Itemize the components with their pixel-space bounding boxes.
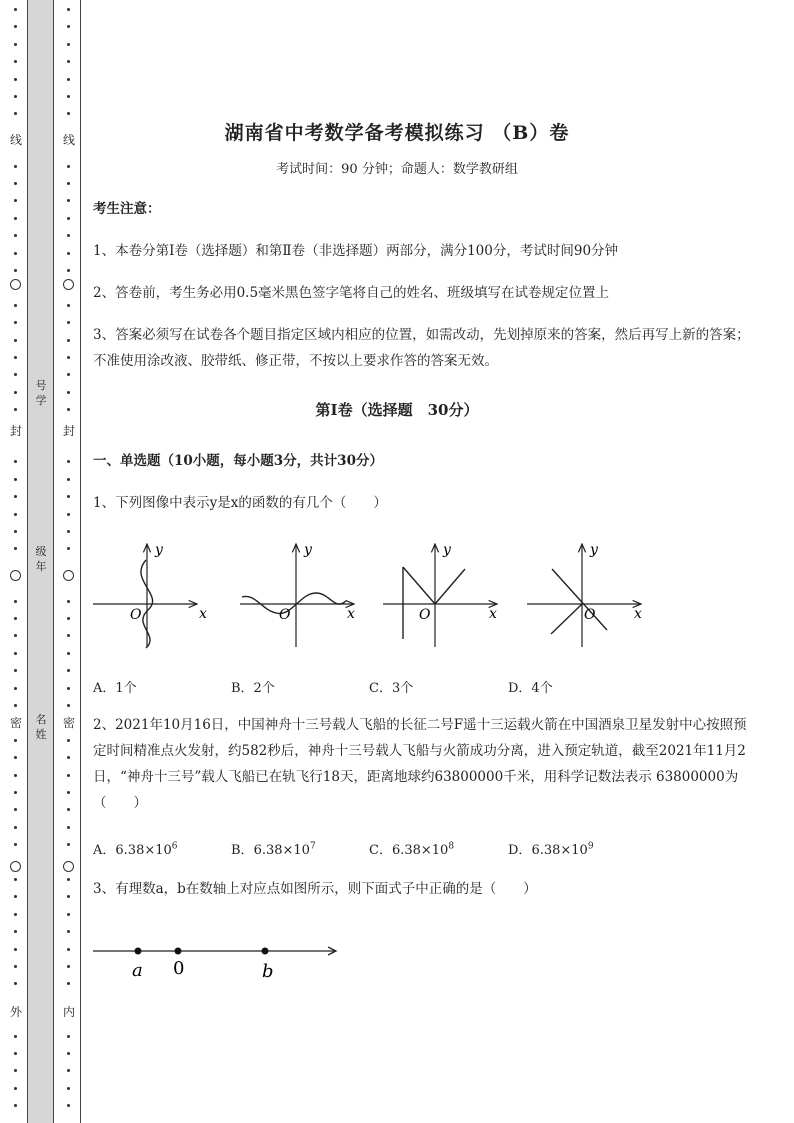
binding-dot <box>67 530 70 533</box>
binding-dot <box>14 669 17 672</box>
binding-dot <box>14 25 17 28</box>
inner-hole-circle <box>63 279 74 290</box>
outer-mark-mi: 密 <box>9 716 22 730</box>
graph-3-x-label: x <box>489 606 497 622</box>
binding-dot <box>14 704 17 707</box>
binding-dot <box>67 739 70 742</box>
question-1-graphs <box>0 535 794 660</box>
q2-option-d-letter: D． <box>508 843 532 858</box>
exam-subtitle: 考试时间：90 分钟；命题人：数学教研组 <box>276 162 518 177</box>
q2-option-c-exponent: 8 <box>448 841 455 852</box>
point-a <box>135 948 142 955</box>
label-b: b <box>262 961 274 982</box>
binding-dot <box>67 234 70 237</box>
binding-dot <box>14 913 17 916</box>
binding-dot <box>14 774 17 777</box>
binding-dot <box>67 913 70 916</box>
binding-dot <box>67 182 70 185</box>
binding-dot <box>14 1035 17 1038</box>
binding-dot <box>14 530 17 533</box>
q2-option-b-exponent: 7 <box>309 841 316 852</box>
binding-dot <box>67 112 70 115</box>
binding-dot <box>67 513 70 516</box>
binding-dot <box>14 391 17 394</box>
binding-dot <box>67 25 70 28</box>
inner-mark-nei: 内 <box>62 1005 75 1019</box>
notice-item-1: 1、本卷分第Ⅰ卷（选择题）和第Ⅱ卷（非选择题）两部分，满分100分，考试时间90分钟 <box>93 243 619 259</box>
q2-option-a-exponent: 6 <box>171 841 178 852</box>
binding-dot <box>14 304 17 307</box>
exam-title: 湖南省中考数学备考模拟练习 （B）卷 <box>224 122 570 144</box>
part-title: 一、单选题（10小题，每小题3分，共计30分） <box>93 453 383 469</box>
binding-dot <box>67 1052 70 1055</box>
binding-dot <box>67 930 70 933</box>
binding-dot <box>14 43 17 46</box>
binding-dot <box>14 478 17 481</box>
binding-dot <box>67 843 70 846</box>
q2-option-d-mantissa: 6.38×10 <box>531 843 588 858</box>
outer-mark-wai: 外 <box>9 1005 22 1019</box>
q2-option-a-mantissa: 6.38×10 <box>115 843 172 858</box>
binding-dot <box>14 112 17 115</box>
binding-dot <box>67 304 70 307</box>
q2-option-d[interactable] <box>508 839 594 858</box>
binding-dot <box>67 60 70 63</box>
graph-3-origin-label: O <box>419 607 431 623</box>
binding-dot <box>14 373 17 376</box>
label-zero: 0 <box>173 958 185 979</box>
notice-item-3: 3、答案必须写在试卷各个题目指定区域内相应的位置，如需改动，先划掉原来的答案，然后再写上新的答案；不准使用涂改液、胶带纸、修正带，不按以上要求作答的答案无效。 <box>93 327 750 369</box>
q1-option-d[interactable]: D．4个 <box>508 681 553 696</box>
binding-dot <box>14 95 17 98</box>
binding-dot <box>67 478 70 481</box>
q2-option-c[interactable] <box>369 839 454 858</box>
question-2-stem: 2、2021年10月16日，中国神舟十三号载人飞船的长征二号F遥十三运载火箭在中国酒泉卫星发射中心按照预定时间精准点火发射，约582秒后，神舟十三号载人飞船与火箭成功分离，进入预定轨道，截至2021年11月2日，“神舟十三号”载人飞船已在轨飞行18天，距离地球约63800000千米，用科学记数法表示 63800000为（ ） <box>93 717 747 811</box>
graph-4-y-label: y <box>590 542 598 558</box>
binding-dot <box>67 1069 70 1072</box>
binding-dot <box>14 826 17 829</box>
binding-dot <box>67 8 70 11</box>
name-field[interactable]: 名姓 <box>35 713 47 741</box>
inner-mark-mi: 密 <box>62 716 75 730</box>
binding-dot <box>67 269 70 272</box>
binding-dot <box>14 199 17 202</box>
q2-option-b-letter: B． <box>231 843 254 858</box>
binding-dot <box>67 252 70 255</box>
binding-dot <box>14 756 17 759</box>
graph-1-origin-label: O <box>130 607 142 623</box>
outer-mark-xian: 线 <box>9 133 22 147</box>
notice-item-2: 2、答卷前，考生务必用0.5毫米黑色签字笔将自己的姓名、班级填写在试卷规定位置上 <box>93 285 610 301</box>
inner-mark-xian: 线 <box>62 133 75 147</box>
binding-dot <box>67 1104 70 1107</box>
q1-option-b[interactable]: B．2个 <box>231 681 275 696</box>
inner-mark-feng: 封 <box>62 424 75 438</box>
binding-dot <box>67 199 70 202</box>
binding-dot <box>14 1087 17 1090</box>
binding-dot <box>14 878 17 881</box>
binding-dot <box>67 878 70 881</box>
binding-dot <box>67 1087 70 1090</box>
point-zero <box>175 948 182 955</box>
graph-2-origin-label: O <box>279 607 291 623</box>
question-1-stem: 1、下列图像中表示y是x的函数的有几个（ ） <box>93 495 387 511</box>
binding-dot <box>67 321 70 324</box>
binding-dot <box>14 930 17 933</box>
graph-1-y-label: y <box>155 542 163 558</box>
binding-dot <box>14 1052 17 1055</box>
binding-dot <box>14 791 17 794</box>
graph-1 <box>93 544 197 648</box>
binding-dot <box>14 60 17 63</box>
binding-dot <box>67 756 70 759</box>
binding-dot <box>14 687 17 690</box>
binding-dot <box>67 1035 70 1038</box>
q2-option-a[interactable] <box>93 839 178 858</box>
binding-dot <box>14 78 17 81</box>
graph-1-x-label: x <box>199 606 207 622</box>
student-id-field[interactable]: 号学 <box>35 379 47 407</box>
outer-hole-circle <box>10 861 21 872</box>
graph-2 <box>240 544 354 647</box>
inner-hole-circle <box>63 861 74 872</box>
graph-4 <box>527 544 641 647</box>
binding-dot <box>14 808 17 811</box>
grade-field[interactable]: 级年 <box>35 545 47 573</box>
q2-option-a-letter: A． <box>93 843 116 858</box>
binding-dot <box>67 356 70 359</box>
q1-option-a[interactable]: A．1个 <box>93 681 137 696</box>
binding-dot <box>14 339 17 342</box>
binding-dot <box>14 895 17 898</box>
binding-dot <box>14 460 17 463</box>
binding-dot <box>67 339 70 342</box>
label-a: a <box>132 960 143 981</box>
binding-dot <box>14 234 17 237</box>
binding-dot <box>67 774 70 777</box>
q2-option-b[interactable] <box>231 839 316 858</box>
binding-dot <box>14 495 17 498</box>
outer-hole-circle <box>10 279 21 290</box>
binding-dot <box>14 8 17 11</box>
binding-dot <box>67 391 70 394</box>
binding-dot <box>14 1069 17 1072</box>
binding-dot <box>67 95 70 98</box>
binding-dot <box>67 895 70 898</box>
notice-heading: 考生注意： <box>93 201 161 217</box>
q2-option-d-exponent: 9 <box>587 841 594 852</box>
q2-option-c-letter: C． <box>369 843 392 858</box>
graph-4-x-label: x <box>634 606 642 622</box>
binding-dot <box>14 843 17 846</box>
binding-dot <box>67 43 70 46</box>
q2-option-b-mantissa: 6.38×10 <box>253 843 310 858</box>
binding-dot <box>67 791 70 794</box>
binding-dot <box>67 687 70 690</box>
binding-dot <box>67 495 70 498</box>
binding-dot <box>67 217 70 220</box>
question-3-stem: 3、有理数a，b在数轴上对应点如图所示，则下面式子中正确的是（ ） <box>93 881 537 897</box>
binding-dot <box>67 826 70 829</box>
binding-dot <box>14 252 17 255</box>
binding-dot <box>14 356 17 359</box>
binding-dot <box>14 321 17 324</box>
graph-2-x-label: x <box>347 606 355 622</box>
q1-option-c[interactable]: C．3个 <box>369 681 414 696</box>
binding-dot <box>67 373 70 376</box>
graph-3 <box>383 544 497 647</box>
binding-dot <box>14 513 17 516</box>
binding-dot <box>67 460 70 463</box>
graph-3-y-label: y <box>443 542 451 558</box>
section-title: 第Ⅰ卷（选择题 30分） <box>315 401 479 419</box>
q2-option-c-mantissa: 6.38×10 <box>391 843 449 858</box>
binding-dot <box>67 808 70 811</box>
number-line <box>0 935 794 985</box>
binding-dot <box>14 739 17 742</box>
binding-dot <box>14 269 17 272</box>
graph-2-y-label: y <box>304 542 312 558</box>
point-b <box>262 948 269 955</box>
outer-mark-feng: 封 <box>9 424 22 438</box>
binding-dot <box>14 182 17 185</box>
binding-dot <box>67 78 70 81</box>
binding-dot <box>14 217 17 220</box>
binding-dot <box>14 1104 17 1107</box>
binding-dot <box>67 669 70 672</box>
binding-dot <box>67 704 70 707</box>
graph-4-origin-label: O <box>584 607 596 623</box>
